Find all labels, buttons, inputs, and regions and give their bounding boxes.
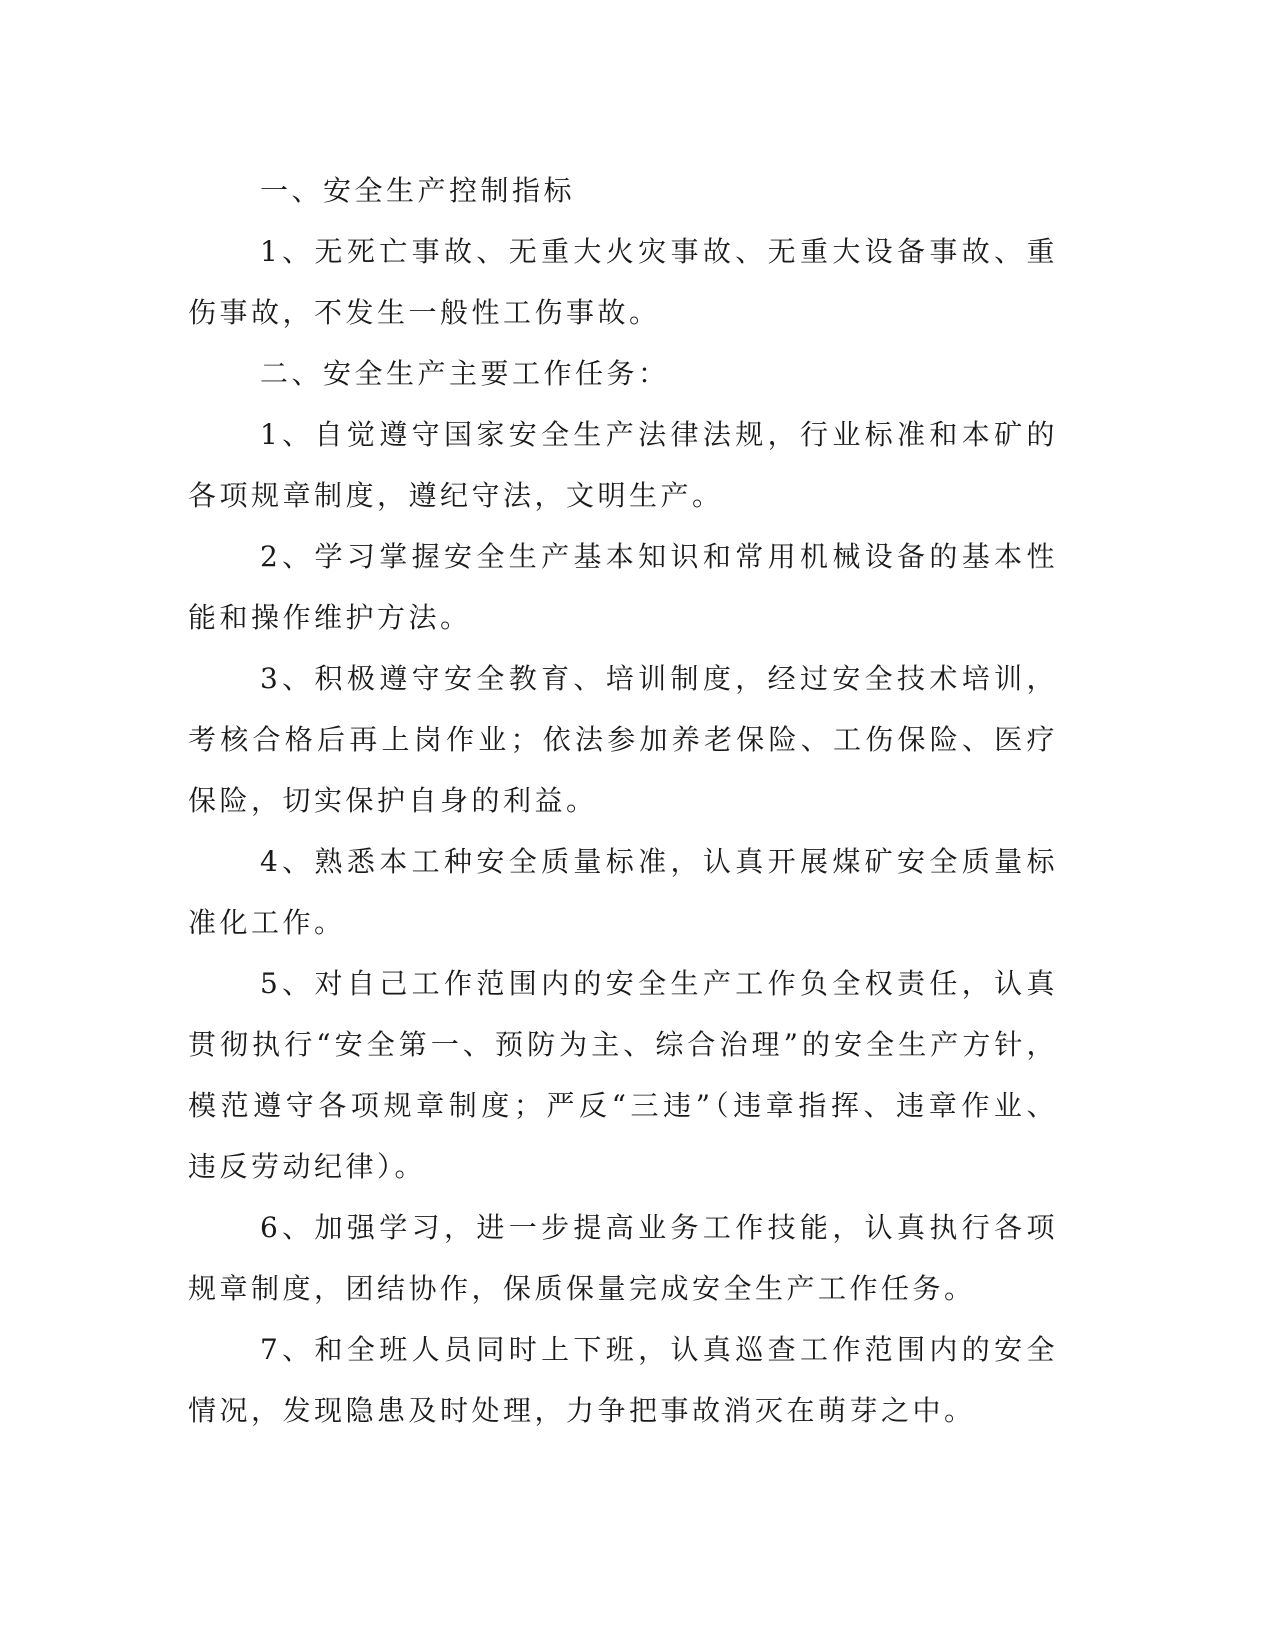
paragraph-task-item-6: 6、加强学习，进一步提高业务工作技能，认真执行各项规章制度，团结协作，保质保量完成安全生产工作任务。 — [188, 1211, 1058, 1305]
paragraph-task-item-3: 3、积极遵守安全教育、培训制度，经过安全技术培训，考核合格后再上岗作业；依法参加养老保险、工伤保险、医疗保险，切实保护自身的利益。 — [188, 662, 1058, 817]
document-body — [188, 160, 1058, 1441]
section-heading-main-tasks: 二、安全生产主要工作任务： — [260, 357, 670, 390]
paragraph-task-item-1: 1、自觉遵守国家安全生产法律法规，行业标准和本矿的各项规章制度，遵纪守法，文明生产。 — [188, 418, 1058, 512]
paragraph-task-item-5: 5、对自己工作范围内的安全生产工作负全权责任，认真贯彻执行“安全第一、预防为主、综合治理”的安全生产方针，模范遵守各项规章制度；严反“三违”（违章指挥、违章作业、违反劳动纪律）。 — [188, 967, 1058, 1183]
paragraph-task-item-7: 7、和全班人员同时上下班，认真巡查工作范围内的安全情况，发现隐患及时处理，力争把事故消灭在萌芽之中。 — [188, 1333, 1058, 1427]
paragraph-control-item-1: 1、无死亡事故、无重大火灾事故、无重大设备事故、重伤事故，不发生一般性工伤事故。 — [188, 235, 1058, 329]
paragraph-task-item-4: 4、熟悉本工种安全质量标准，认真开展煤矿安全质量标准化工作。 — [188, 845, 1058, 939]
paragraph-task-item-2: 2、学习掌握安全生产基本知识和常用机械设备的基本性能和操作维护方法。 — [188, 540, 1058, 634]
section-heading-control-indicators: 一、安全生产控制指标 — [260, 174, 576, 207]
